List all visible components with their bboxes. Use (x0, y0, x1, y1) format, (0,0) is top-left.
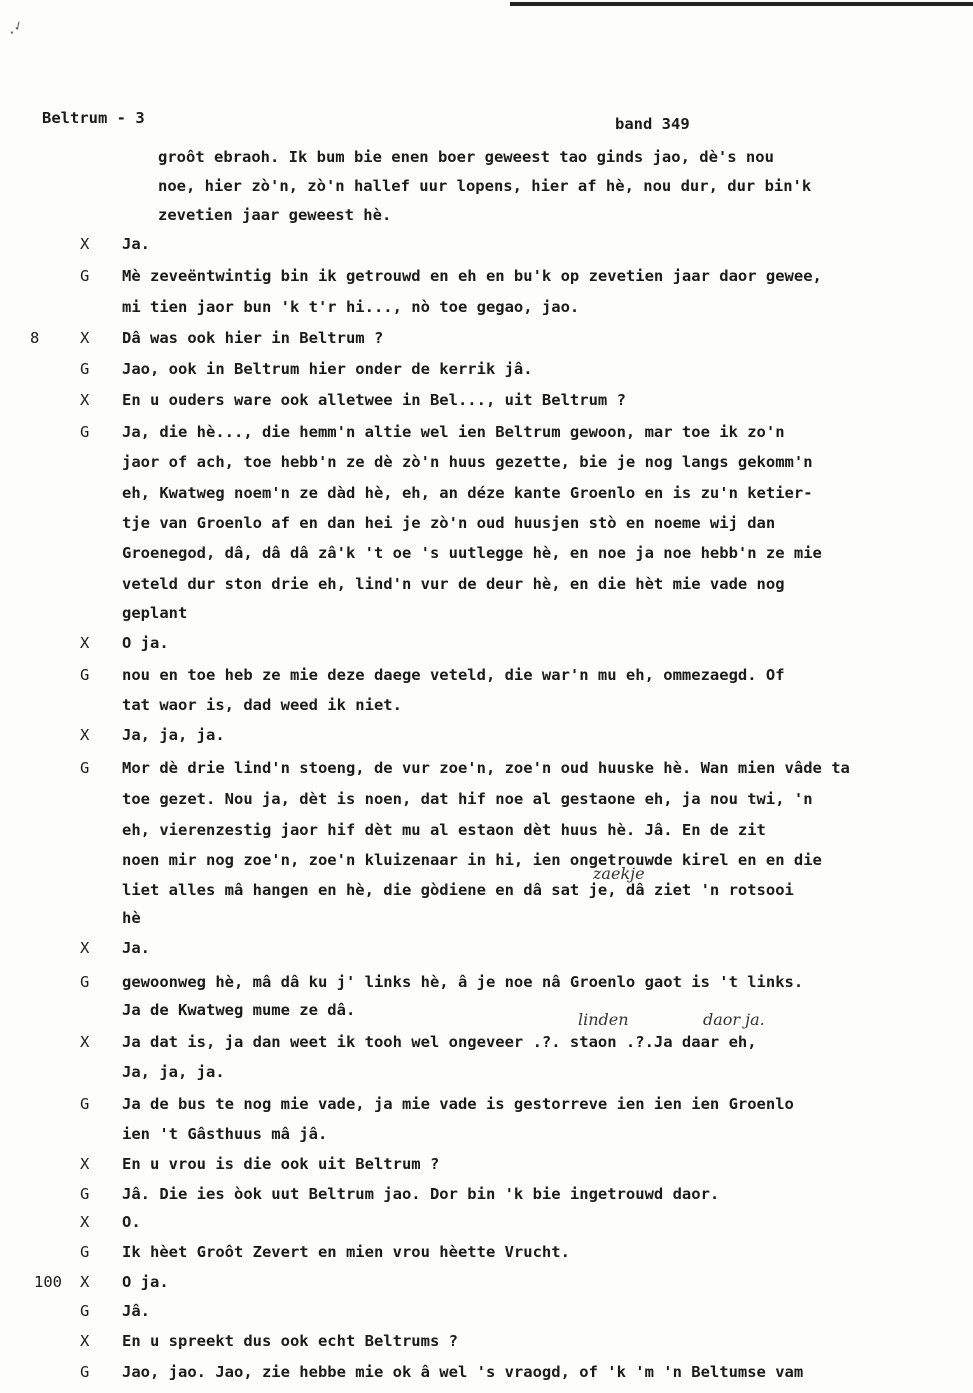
transcript-line (0, 1210, 973, 1234)
line-text: mi tien jaor bun 'k t'r hi..., nò toe gegao, jao. (122, 298, 580, 316)
transcript-line (0, 970, 973, 994)
speaker-label: G (80, 666, 90, 684)
transcript-line (0, 232, 973, 256)
line-text: Mè zeveëntwintig bin ik getrouwd en eh en bu'k op zevetien jaar daor gewee, (122, 267, 822, 285)
transcript-line (0, 1240, 973, 1264)
transcript-line (0, 787, 973, 811)
line-number: 8 (30, 329, 40, 347)
line-text: noen mir nog zoe'n, zoe'n kluizenaar in hi, ien ongetrouwde kirel en en die (122, 851, 822, 869)
transcript-line (0, 1182, 973, 1206)
speaker-label: G (80, 1302, 90, 1320)
transcript-line (0, 1122, 973, 1146)
top-rule (510, 2, 973, 6)
transcript-line (0, 174, 973, 198)
line-text: Ja, die hè..., die hemm'n altie wel ien Beltrum gewoon, mar toe ik zo'n (122, 423, 785, 441)
transcript-line (0, 878, 973, 902)
line-text: Jao, jao. Jao, zie hebbe mie ok â wel 's vraogd, of 'k 'm 'n Beltumse vam (122, 1363, 804, 1381)
transcript-line (0, 145, 973, 169)
speaker-label: X (80, 1273, 90, 1291)
line-text: nou en toe heb ze mie deze daege veteld, die war'n mu eh, ommezaegd. Of (122, 666, 785, 684)
line-text: Dâ was ook hier in Beltrum ? (122, 329, 384, 347)
page-header-band: band 349 (615, 115, 690, 133)
line-text: liet alles mâ hangen en hè, die gòdiene en dâ sat je, dâ ziet 'n rotsooi (122, 881, 794, 899)
line-text: ien 't Gâsthuus mâ jâ. (122, 1125, 328, 1143)
line-text: hè (122, 909, 141, 927)
speaker-label: X (80, 391, 90, 409)
transcript-line (0, 1299, 973, 1323)
line-text: tat waor is, dad weed ik niet. (122, 696, 402, 714)
line-text: O ja. (122, 1273, 169, 1291)
transcript-line (0, 1270, 973, 1294)
page-header-title: Beltrum - 3 (42, 109, 145, 127)
line-text: Groenegod, dâ, dâ dâ zâ'k 't oe 's uutlegge hè, en noe ja noe hebb'n ze mie (122, 544, 822, 562)
line-text: O. (122, 1213, 141, 1231)
transcript-line (0, 511, 973, 535)
transcript-line (0, 481, 973, 505)
line-text: Jao, ook in Beltrum hier onder de kerrik jâ. (122, 360, 533, 378)
corner-mark: .✓ (3, 17, 26, 39)
line-text: Mor dè drie lind'n stoeng, de vur zoe'n, zoe'n oud huuske hè. Wan mien vâde ta (122, 759, 850, 777)
line-text: Ja de bus te nog mie vade, ja mie vade is gestorreve ien ien ien Groenlo (122, 1095, 794, 1113)
line-text: En u ouders ware ook alletwee in Bel..., uit Beltrum ? (122, 391, 626, 409)
transcript-line (0, 848, 973, 872)
transcript-line (0, 818, 973, 842)
speaker-label: X (80, 1155, 90, 1173)
speaker-label: G (80, 1243, 90, 1261)
transcript-line (0, 723, 973, 747)
transcript-line (0, 906, 973, 930)
handwritten-note: zaekje (593, 864, 645, 883)
transcript-line (0, 357, 973, 381)
line-text: Ja, ja, ja. (122, 726, 225, 744)
transcript-line (0, 693, 973, 717)
transcript-line (0, 450, 973, 474)
line-text: toe gezet. Nou ja, dèt is noen, dat hif noe al gestaone eh, ja nou twi, 'n (122, 790, 813, 808)
line-text: Ja de Kwatweg mume ze dâ. (122, 1001, 356, 1019)
transcript-line (0, 1060, 973, 1084)
transcript-line (0, 203, 973, 227)
transcript-line (0, 756, 973, 780)
speaker-label: G (80, 423, 90, 441)
line-number: 100 (34, 1273, 62, 1291)
transcript-line (0, 1092, 973, 1116)
line-text: noe, hier zò'n, zò'n hallef uur lopens, hier af hè, nou dur, dur bin'k (158, 177, 812, 195)
transcript-line (0, 936, 973, 960)
transcript-line (0, 1329, 973, 1353)
transcript-line (0, 663, 973, 687)
line-text: Ik hèet Groôt Zevert en mien vrou hèette Vrucht. (122, 1243, 570, 1261)
transcript-line (0, 541, 973, 565)
speaker-label: G (80, 973, 90, 991)
transcript-line (0, 1152, 973, 1176)
line-text: eh, vierenzestig jaor hif dèt mu al estaon dèt huus hè. Jâ. En de zit (122, 821, 766, 839)
line-text: jaor of ach, toe hebb'n ze dè zò'n huus gezette, bie je nog langs gekomm'n (122, 453, 813, 471)
speaker-label: G (80, 759, 90, 777)
line-text: Ja. (122, 939, 150, 957)
transcript-line (0, 295, 973, 319)
speaker-label: X (80, 726, 90, 744)
line-text: Ja, ja, ja. (122, 1063, 225, 1081)
line-text: gewoonweg hè, mâ dâ ku j' links hè, â je noe nâ Groenlo gaot is 't links. (122, 973, 804, 991)
speaker-label: X (80, 1033, 90, 1051)
line-text: En u vrou is die ook uit Beltrum ? (122, 1155, 440, 1173)
speaker-label: X (80, 1213, 90, 1231)
line-text: Jâ. Die ies òok uut Beltrum jao. Dor bin 'k bie ingetrouwd daor. (122, 1185, 720, 1203)
speaker-label: G (80, 267, 90, 285)
speaker-label: X (80, 939, 90, 957)
speaker-label: G (80, 1363, 90, 1381)
line-text: geplant (122, 604, 188, 622)
transcript-line (0, 388, 973, 412)
speaker-label: X (80, 634, 90, 652)
line-text: veteld dur ston drie eh, lind'n vur de deur hè, en die hèt mie vade nog (122, 575, 785, 593)
transcript-line (0, 1360, 973, 1384)
transcript-line (0, 601, 973, 625)
speaker-label: G (80, 1095, 90, 1113)
speaker-label: X (80, 1332, 90, 1350)
speaker-label: X (80, 329, 90, 347)
line-text: tje van Groenlo af en dan hei je zò'n oud huusjen stò en noeme wij dan (122, 514, 776, 532)
transcript-line (0, 420, 973, 444)
transcript-line (0, 264, 973, 288)
transcript-line (0, 631, 973, 655)
line-text: En u spreekt dus ook echt Beltrums ? (122, 1332, 458, 1350)
line-text: zevetien jaar geweest hè. (158, 206, 392, 224)
transcript-line (0, 572, 973, 596)
speaker-label: X (80, 235, 90, 253)
handwritten-note: linden (578, 1010, 629, 1029)
line-text: eh, Kwatweg noem'n ze dàd hè, eh, an déze kante Groenlo en is zu'n ketier- (122, 484, 813, 502)
line-text: Ja. (122, 235, 150, 253)
line-text: Jâ. (122, 1302, 150, 1320)
line-text: groôt ebraoh. Ik bum bie enen boer geweest tao ginds jao, dè's nou (158, 148, 774, 166)
speaker-label: G (80, 1185, 90, 1203)
speaker-label: G (80, 360, 90, 378)
line-text: Ja dat is, ja dan weet ik tooh wel ongeveer .?. staon .?.Ja daar eh, (122, 1033, 757, 1051)
transcript-line (0, 326, 973, 350)
line-text: O ja. (122, 634, 169, 652)
handwritten-note: daor ja. (703, 1010, 765, 1029)
transcript-line (0, 998, 973, 1022)
transcript-line (0, 1030, 973, 1054)
